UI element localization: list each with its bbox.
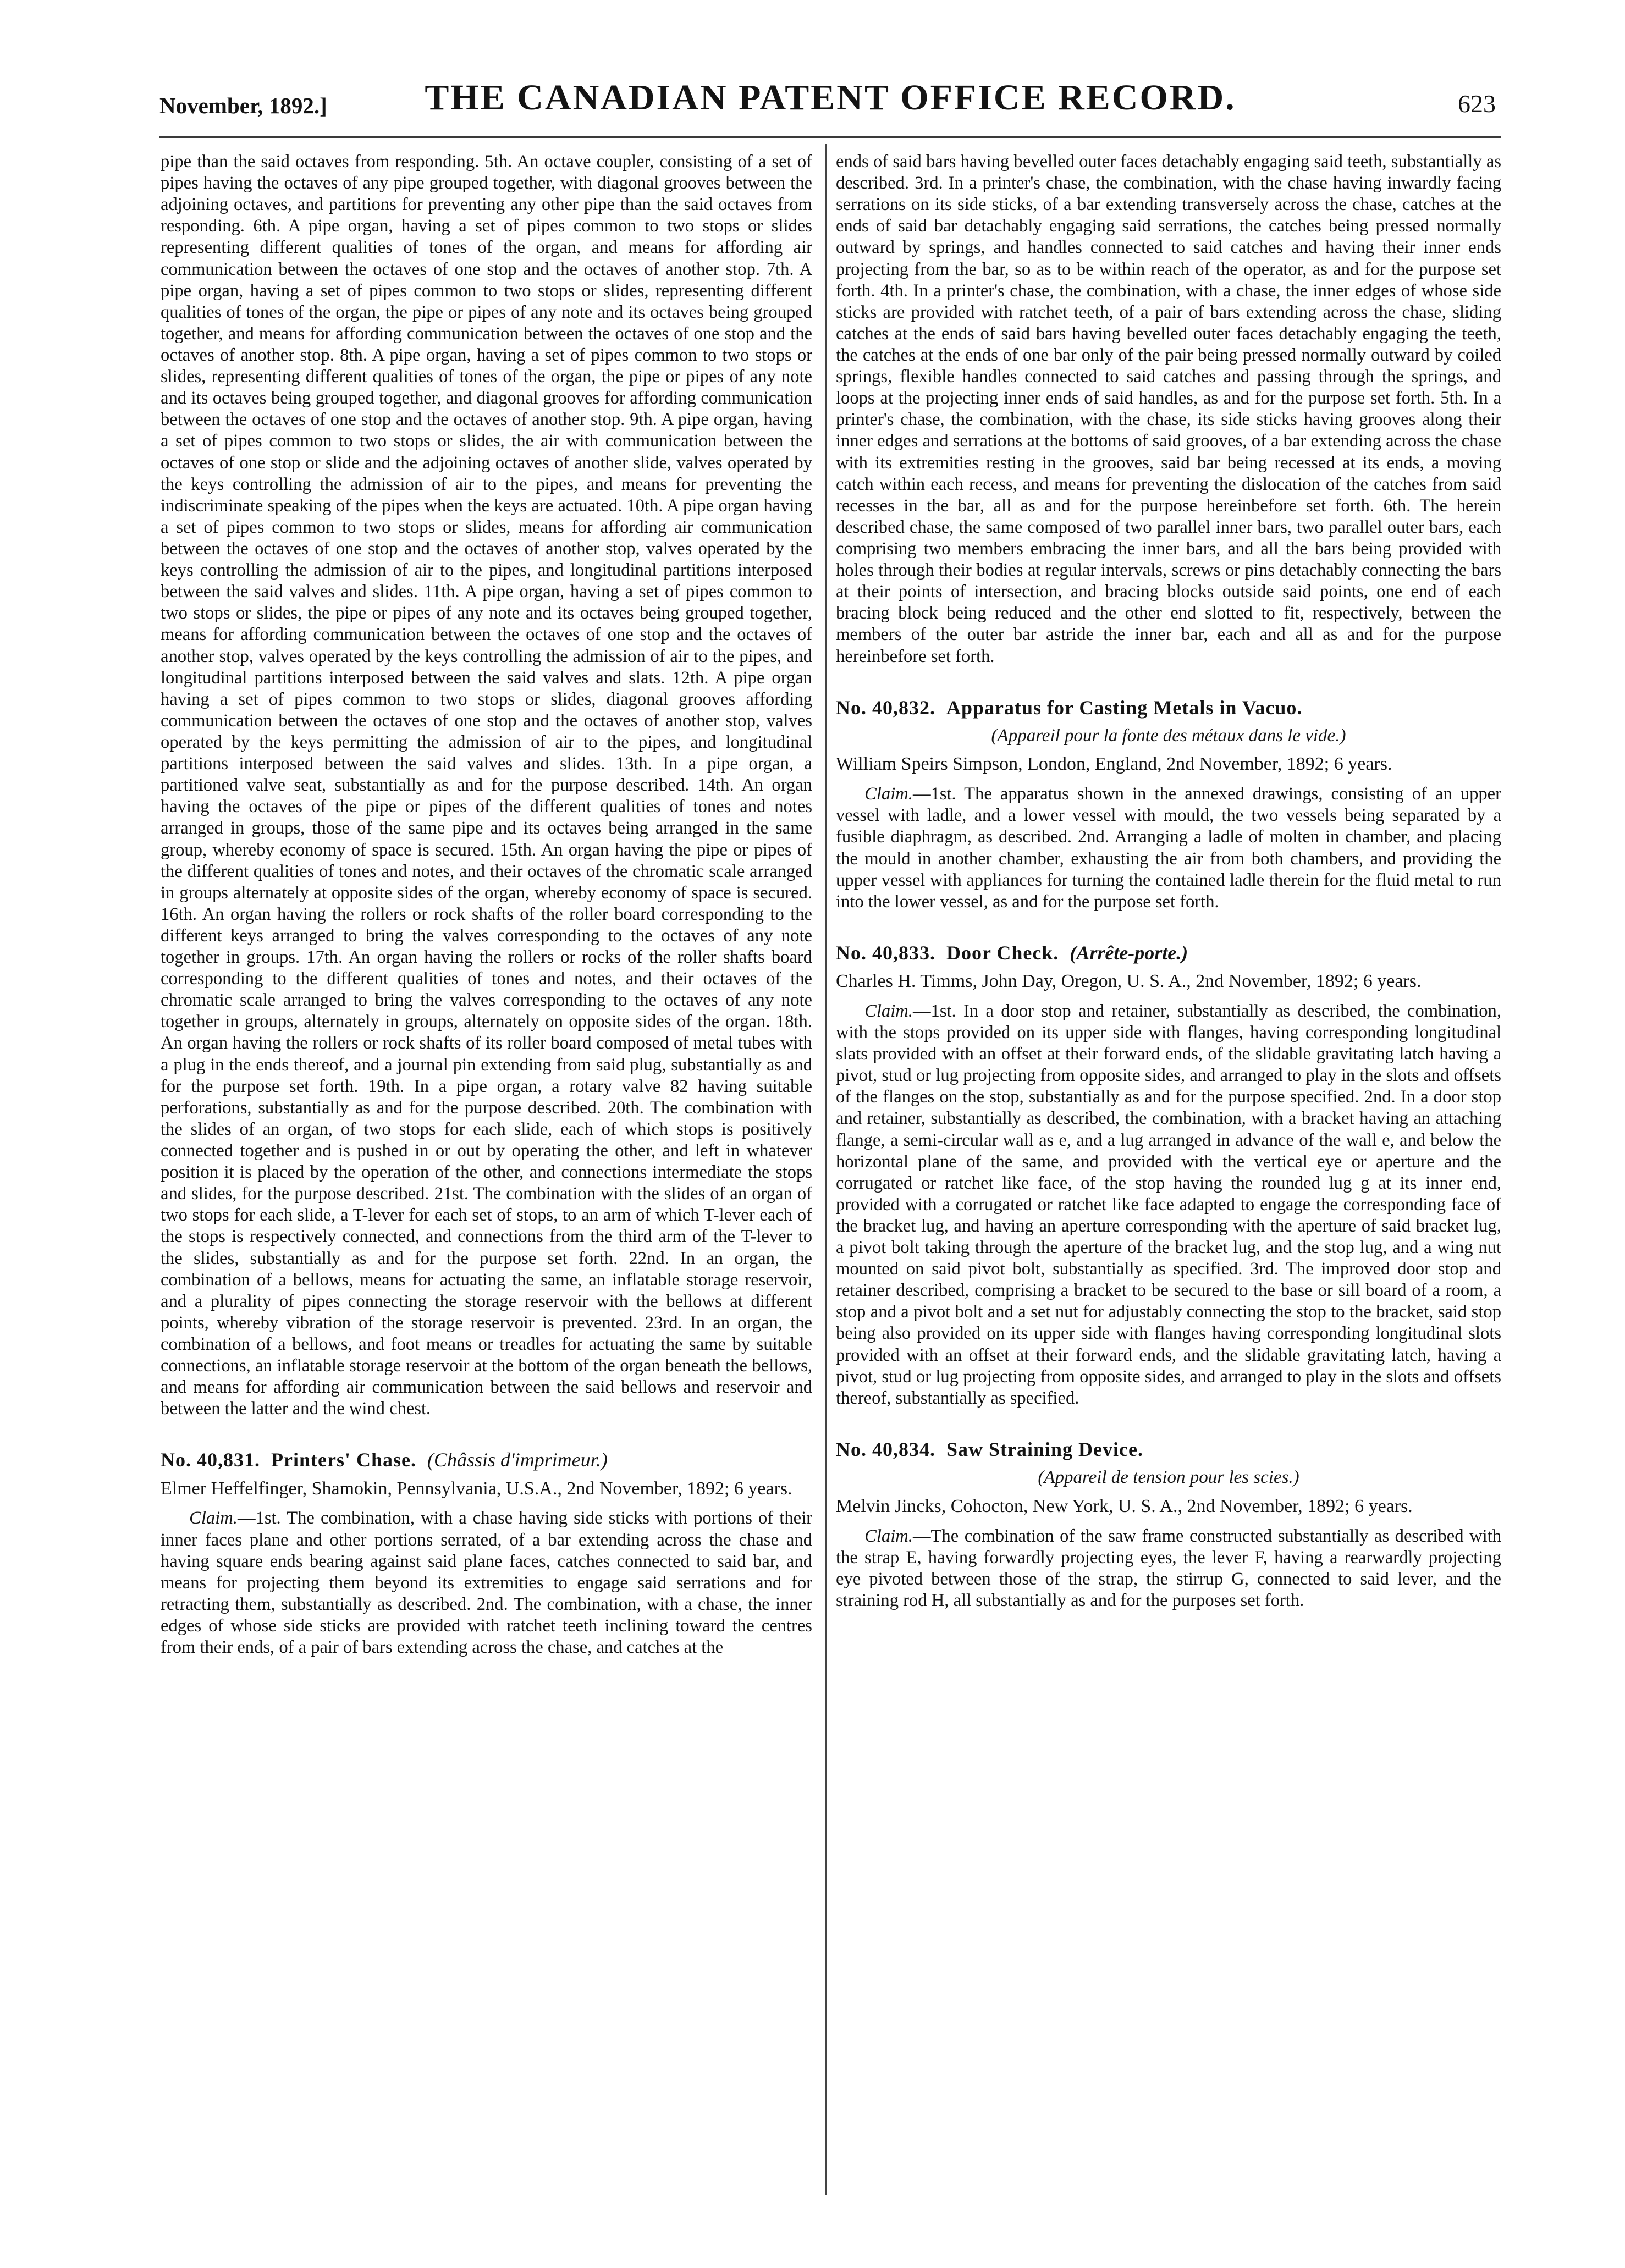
patent-title-french: (Châssis d'imprimeur.) (427, 1449, 608, 1471)
patent-heading (836, 696, 1501, 720)
patent-heading (836, 941, 1501, 965)
page-header (159, 77, 1501, 129)
claim-label: Claim. (864, 784, 913, 804)
claim-label: Claim. (864, 1001, 913, 1021)
patent-number: No. 40,831. (161, 1449, 260, 1471)
patent-entry-40834 (836, 1438, 1501, 1612)
claim-label: Claim. (864, 1526, 913, 1546)
patent-inventor: Melvin Jincks, Cohocton, New York, U. S. A., 2nd November, 1892; 6 years. (836, 1496, 1413, 1516)
claim-label: Claim. (189, 1508, 238, 1528)
patent-title: Saw Straining Device. (946, 1438, 1143, 1460)
page-number: 623 (1458, 90, 1496, 118)
patent-entry-40833 (836, 941, 1501, 1409)
patent-inventor: Elmer Heffelfinger, Shamokin, Pennsylvania, U.S.A., 2nd November, 1892; 6 years. (161, 1478, 792, 1499)
claim-text: —1st. In a door stop and retainer, substantially as described, the combination, with the stops provided on its upper side with flanges, having corresponding longitudinal slats provided with an offset at their forward ends, of the slidable gravitating latch having a pivot, stud or lug projecting from opposite sides, and arranged to play in the slots and offsets of the flanges on the stop, substantially as and for the purpose specified. 2nd. In a door stop and retainer, substantially as described, the combination, with a bracket having an attaching flange, a semi-circular wall as e, and a lug arranged in advance of the wall e, and below the horizontal plane of the same, and provided with the vertical eye or aperture and the corrugated or ratchet like face, of the stop having the rounded lug g at its inner end, provided with a corrugated or ratchet like face adapted to engage the corresponding face of the bracket lug, and having an aperture corresponding with the aperture of said bracket lug, a pivot bolt taking through the aperture of the bracket lug, and the stop lug, and a wing nut mounted on said pivot bolt, substantially as specified. 3rd. The improved door stop and retainer described, comprising a bracket to be secured to the base or sill board of a room, a stop and a pivot bolt and a set nut for adjustably connecting the stop to the bracket, said stop being also provided on its upper side with flanges having corresponding longitudinal slots provided with an offset at their forward ends, and the slidable gravitating latch, having a pivot, stud or lug projecting from opposite sides, and arranged to play in the slots and offsets thereof, substantially as specified. (836, 1001, 1501, 1408)
patent-entry-40831 (161, 1448, 812, 1658)
patent-number: No. 40,832. (836, 696, 935, 719)
patent-inventor: William Speirs Simpson, London, England, 2nd November, 1892; 6 years. (836, 754, 1392, 775)
patent-subtitle-french: (Appareil pour la fonte des métaux dans le vide.) (991, 725, 1346, 746)
patent-number: No. 40,833. (836, 941, 935, 964)
patent-title: Apparatus for Casting Metals in Vacuo. (946, 696, 1303, 719)
patent-title-french: (Arrête-porte.) (1070, 941, 1188, 964)
column-divider (825, 144, 827, 2195)
patent-title: Printers' Chase. (271, 1449, 416, 1471)
continued-claims-text: pipe than the said octaves from responding. 5th. An octave coupler, consisting of a set of pipes having the octaves of any pipe grouped together, with diagonal grooves between the adjoining octaves, and partitions for preventing any other pipe than the said octaves from responding. 6th. A pipe organ, having a set of pipes common to two stops or slides representing different qualities of tones of the organ, and means for affording air communication between the octaves of one stop and the octaves of another stop. 7th. A pipe organ, having a set of pipes common to two stops or slides, representing different qualities of tones of the organ, the pipe or pipes of any note and its octaves being grouped together, and means for affording communication between the octaves of one stop and the octaves of another stop. 8th. A pipe organ, having a set of pipes common to two stops or slides, representing different qualities of tones of the organ, the pipe or pipes of any note and its octaves being grouped together, and diagonal grooves for affording communication between the octaves of one stop and the octaves of another stop. 9th. A pipe organ, having a set of pipes common to two stops or slides, the air with communication between the octaves of one stop or slide and the adjoining octaves of another slide, valves operated by the keys controlling the admission of air to the pipes, and means for preventing the indiscriminate speaking of the pipes when the keys are actuated. 10th. A pipe organ having a set of pipes common to two stops or slides, means for affording air communication between the octaves of one stop and the octaves of another stop, valves operated by the keys controlling the admission of air to the pipes, and longitudinal partitions interposed between the said valves and slides. 11th. A pipe organ, having a set of pipes common to two stops or slides, the pipe or pipes of any note and its octaves being grouped together, means for affording communication between the octaves of one stop and the octaves of another stop, valves operated by the keys controlling the admission of air to the pipes, and longitudinal partitions interposed between the said valves and slats. 12th. A pipe organ having a set of pipes common to two stops or slides, diagonal grooves affording communication between the octaves of one stop and the octaves of another stop, valves operated by the keys permitting the admission of air to the pipes, and longitudinal partitions interposed between the said valves and slides. 13th. In a pipe organ, a partitioned valve seat, substantially as and for the purpose described. 14th. An organ having the octaves of the pipe or pipes of the different qualities of tones and notes arranged in groups, those of the same pipe and its octaves being arranged in the same group, whereby economy of space is secured. 15th. An organ having the pipe or pipes of the different qualities of tones and notes, and their octaves of the chromatic scale arranged in groups alternately at opposite sides of the organ, whereby economy of space is secured. 16th. An organ having the rollers or rock shafts of the roller board corresponding to the different keys arranged to bring the valves corresponding to the octaves of any note together in groups. 17th. An organ having the rollers or rocks of the roller shafts board corresponding to the different qualities of tones and notes, and their octaves of the chromatic scale arranged to bring the valves corresponding to the octaves of any note together in groups, alternately in groups, alternately on opposite sides of the organ. 18th. An organ having the rollers or rock shafts of its roller board composed of metal tubes with a plug in the ends thereof, and a journal pin extending from said plug, substantially as and for the purpose set forth. 19th. In a pipe organ, a rotary valve 82 having suitable perforations, substantially as and for the purpose described. 20th. The combination with the slides of an organ, of two stops for each slide, each of which stops is positively connected together and is pushed in or out by operating the other, and left in whatever position it is placed by the operation of the other, and connections intermediate the stops and slides, for the purpose described. 21st. The combination with the slides of an organ of two stops for each slide, a T-lever for each set of stops, to an arm of which T-lever each of the stops is respectively connected, and connections from the third arm of the T-lever to the slides, substantially as and for the purpose set forth. 22nd. In an organ, the combination of a bellows, means for actuating the same, an inflatable storage reservoir, and a plurality of pipes connecting the storage reservoir with the bellows at different points, whereby vibration of the storage reservoir is prevented. 23rd. In an organ, the combination of a bellows, and foot means or treadles for actuating the same by suitable connections, an inflatable storage reservoir at the bottom of the organ beneath the bellows, and means for affording air communication between the said bellows and reservoir and between the latter and the wind chest. (161, 152, 812, 1419)
right-column (836, 151, 1501, 2197)
left-column (161, 151, 812, 2197)
claim-text: —1st. The apparatus shown in the annexed drawings, consisting of an upper vessel with ladle, and a lower vessel with mould, the two vessels being separated by a fusible diaphragm, as described. 2nd. Arranging a ladle of molten in chamber, and placing the mould in another chamber, exhausting the air from both chambers, and providing the upper vessel with appliances for turning the contained ladle therein for the fluid metal to run into the lower vessel, as and for the purpose set forth. (836, 784, 1501, 912)
patent-number: No. 40,834. (836, 1438, 935, 1460)
patent-claim (161, 1508, 812, 1658)
patent-title: Door Check. (946, 941, 1059, 964)
patent-claim (836, 783, 1501, 913)
continued-claims-text: ends of said bars having bevelled outer faces detachably engaging said teeth, substantially as described. 3rd. In a printer's chase, the combination, with the chase having inwardly facing serrations on its side sticks, of a bar extending transversely across the chase, catches at the ends of said bar detachably engaging said serrations, the catches being pressed normally outward by springs, and handles connected to said catches and having their inner ends projecting from the bar, so as to be within reach of the operator, as and for the purpose set forth. 4th. In a printer's chase, the combination, with a chase, the inner edges of whose side sticks are provided with ratchet teeth, of a pair of bars extending across the chase, sliding catches at the ends of said bars having bevelled outer faces detachably engaging the teeth, the catches at the ends of one bar only of the pair being pressed normally outward by coiled springs, flexible handles connected to said catches and passing through the springs, and loops at the projecting inner ends of said handles, as and for the purpose set forth. 5th. In a printer's chase, the combination, with the chase, its side sticks having grooves along their inner edges and serrations at the bottoms of said grooves, of a bar extending across the chase with its extremities resting in the grooves, said bar being recessed at its ends, a moving catch within each recess, and means for preventing the dislocation of the catches from said recesses in the bar, all as and for the purpose hereinbefore set forth. 6th. The herein described chase, the same composed of two parallel inner bars, two parallel outer bars, each comprising two members embracing the inner bars, and all the bars being provided with holes through their bodies at regular intervals, screws or pins detachably connecting the bars at their points of intersection, and bracing blocks outside said points, one end of each bracing block being reduced and the other end slotted to fit, respectively, between the members of the outer bar astride the inner bar, each and all as and for the purpose hereinbefore set forth. (836, 152, 1501, 666)
patent-inventor: Charles H. Timms, John Day, Oregon, U. S. A., 2nd November, 1892; 6 years. (836, 971, 1422, 992)
header-date: November, 1892.] (159, 93, 327, 118)
patent-claim (836, 1001, 1501, 1409)
header-rule (159, 136, 1501, 138)
patent-claim (836, 1526, 1501, 1612)
header-title: THE CANADIAN PATENT OFFICE RECORD. (425, 78, 1236, 118)
patent-subtitle-french: (Appareil de tension pour les scies.) (1038, 1467, 1299, 1488)
claim-text: —1st. The combination, with a chase having side sticks with portions of their inner faces plane and other portions serrated, of a bar extending across the chase and having square ends bearing against said plane faces, catches connected to said bar, and means for projecting them beyond its extremities to engage said serrations and for retracting them, substantially as described. 2nd. The combination, with a chase, the inner edges of whose side sticks are provided with ratchet teeth inclining toward the centres from their ends, of a pair of bars extending across the chase, and catches at the (161, 1508, 812, 1658)
claim-text: —The combination of the saw frame constructed substantially as described with the strap E, having forwardly projecting eyes, the lever F, having a rearwardly projecting eye pivoted between those of the strap, the stirrup G, connected to said lever, and the straining rod H, all substantially as and for the purposes set forth. (836, 1526, 1501, 1610)
patent-entry-40832 (836, 696, 1501, 913)
patent-heading (836, 1438, 1501, 1461)
patent-heading (161, 1448, 812, 1472)
